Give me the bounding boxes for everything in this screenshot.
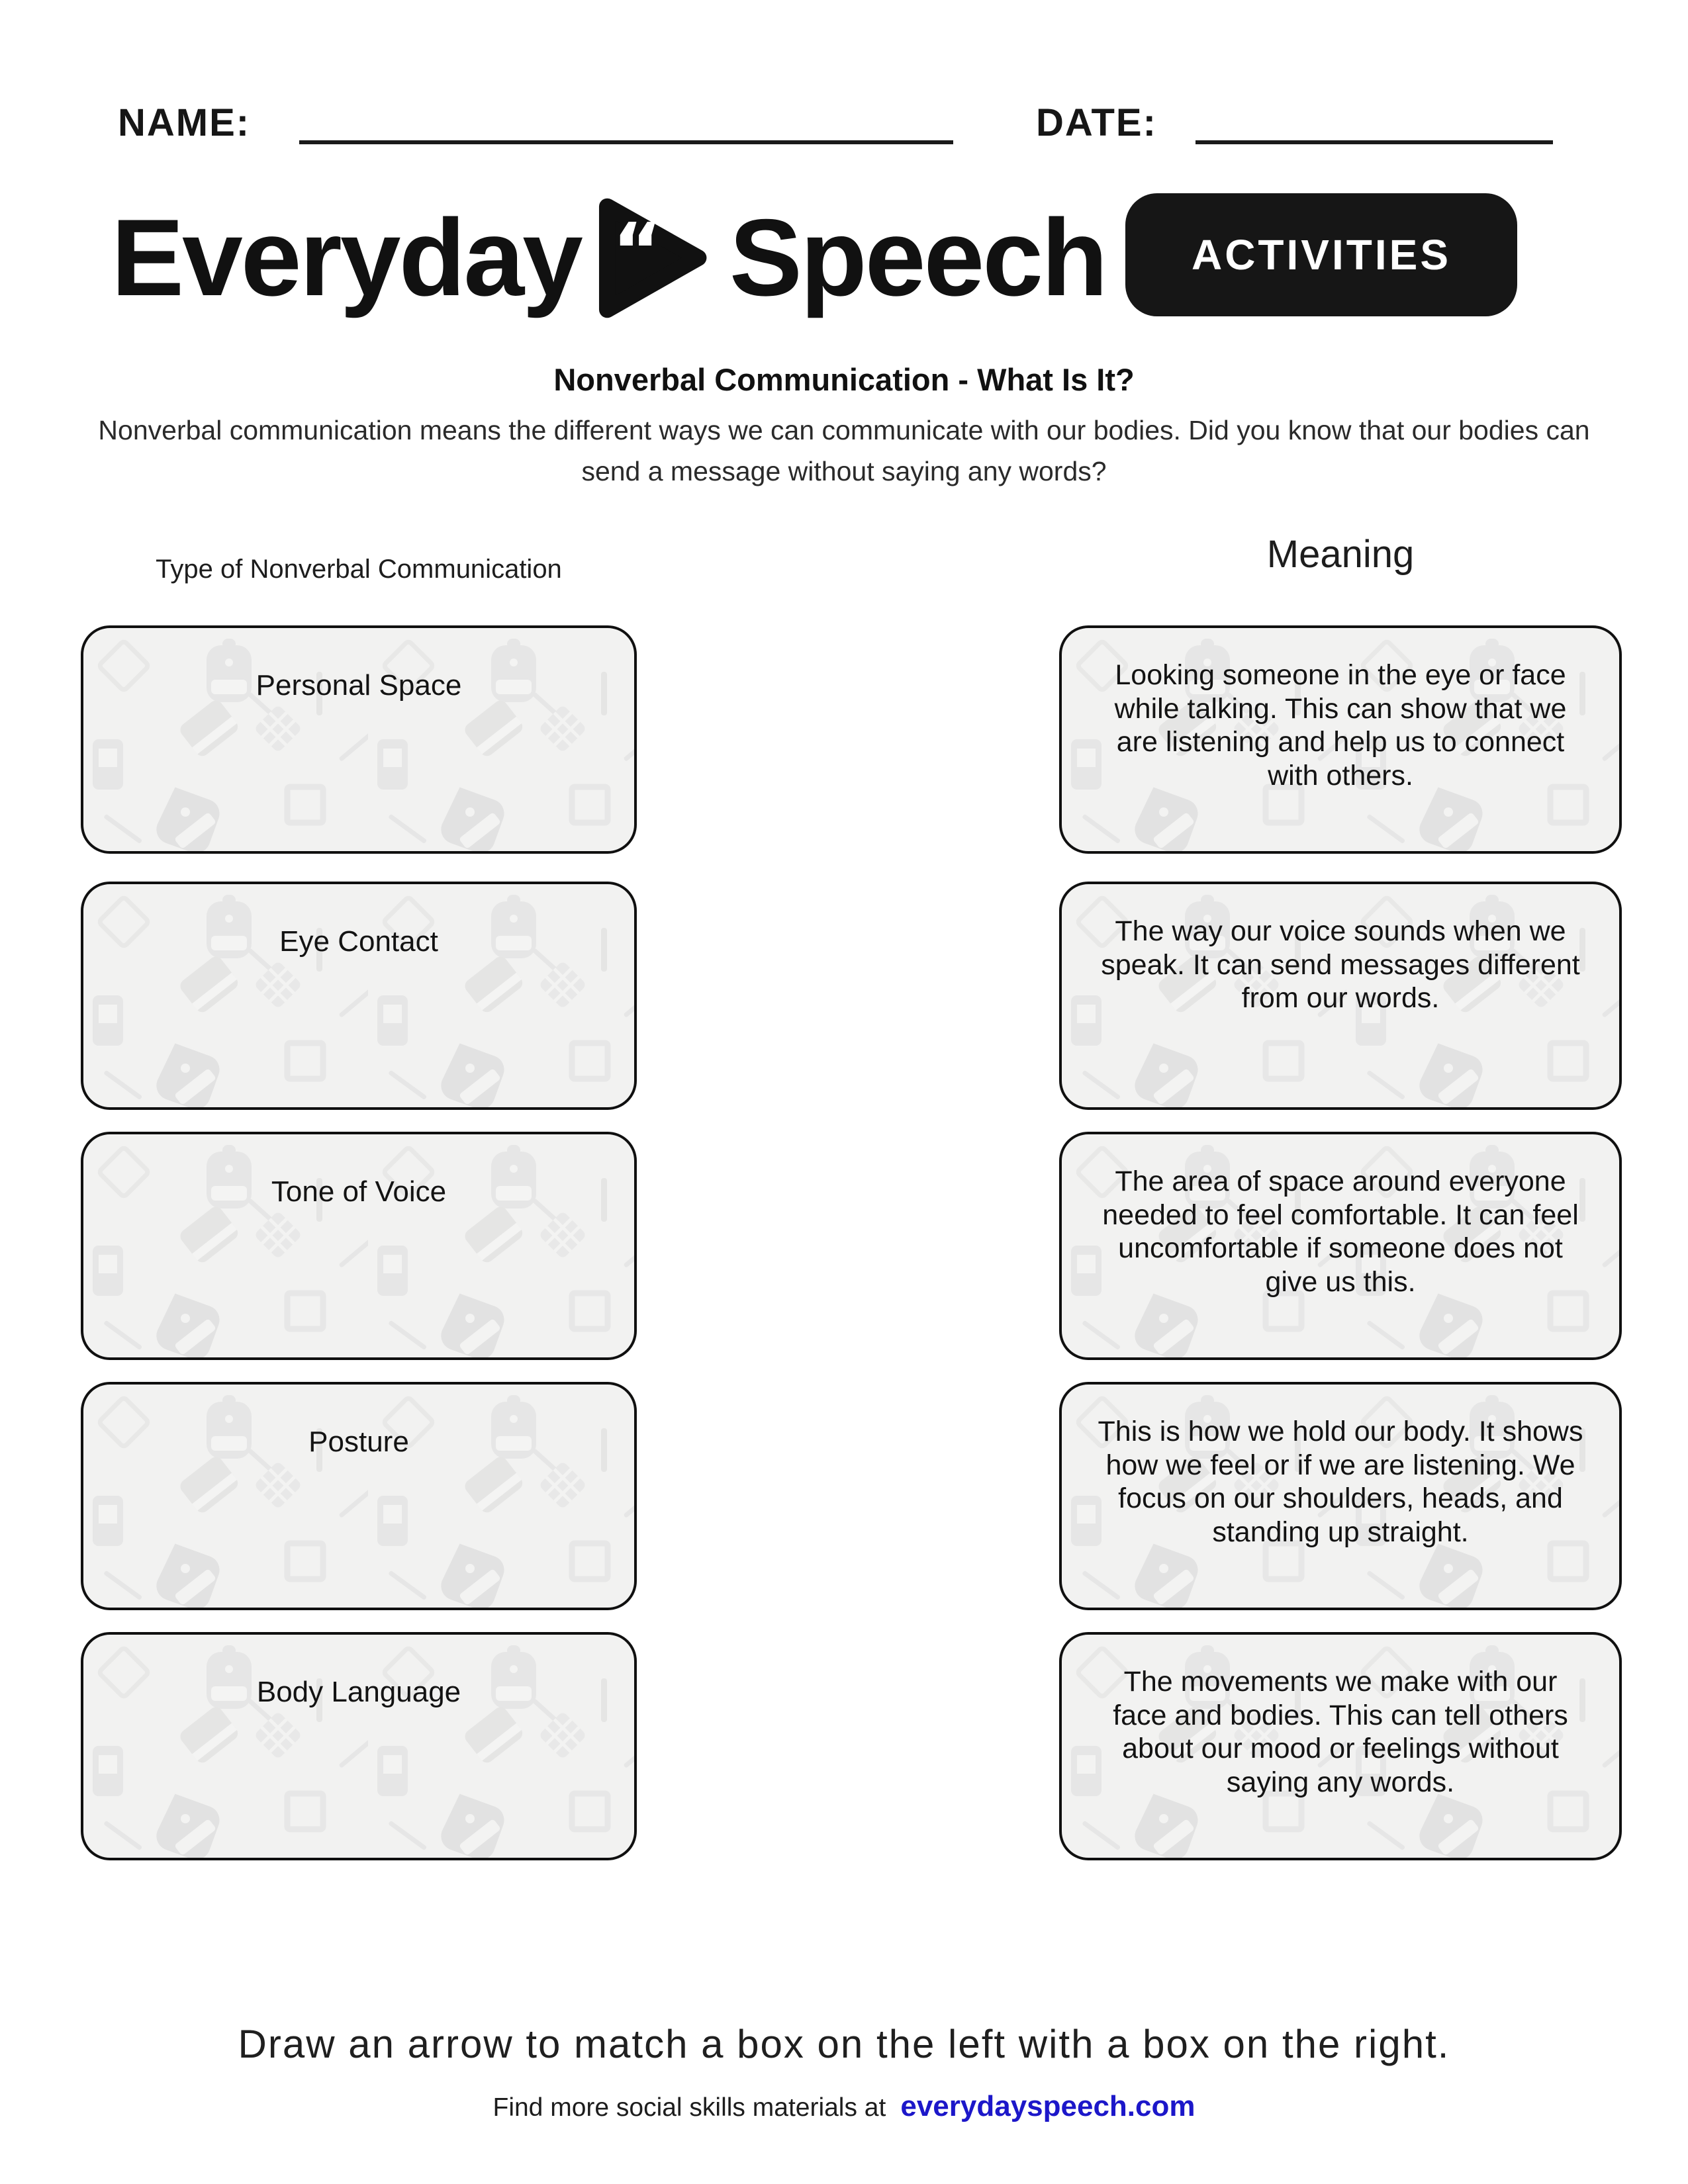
meaning-box-1[interactable] bbox=[1059, 625, 1622, 854]
logo-wordmark bbox=[111, 187, 1106, 329]
svg-text:“: “ bbox=[612, 207, 663, 296]
meaning-box-text: The movements we make with our face and bodies. This can tell others about our mood or feelings without saying any words. bbox=[1113, 1666, 1568, 1799]
date-label: DATE: bbox=[1036, 101, 1157, 144]
type-box-label: Posture bbox=[308, 1426, 409, 1458]
box-pattern bbox=[83, 1134, 634, 1357]
meaning-box-4[interactable] bbox=[1059, 1382, 1622, 1610]
name-write-line[interactable] bbox=[299, 140, 953, 144]
type-box-label: Tone of Voice bbox=[271, 1175, 447, 1208]
activities-badge-label: ACTIVITIES bbox=[1191, 231, 1452, 279]
type-box-label: Eye Contact bbox=[279, 925, 438, 958]
left-column-header: Type of Nonverbal Communication bbox=[156, 555, 562, 584]
footer bbox=[0, 2090, 1688, 2123]
footer-link[interactable]: everydayspeech.com bbox=[900, 2090, 1196, 2122]
meaning-box-text: Looking someone in the eye or face while talking. This can show that we are listening and help us to connect with others. bbox=[1114, 659, 1567, 792]
box-pattern bbox=[83, 884, 634, 1107]
instruction-text: Draw an arrow to match a box on the left with a box on the right. bbox=[238, 2022, 1450, 2066]
box-pattern bbox=[83, 1385, 634, 1608]
meaning-box-5[interactable] bbox=[1059, 1632, 1622, 1860]
type-box-tone-of-voice[interactable] bbox=[81, 1132, 637, 1360]
footer-text: Find more social skills materials at bbox=[492, 2093, 886, 2122]
box-pattern bbox=[83, 628, 634, 851]
box-pattern bbox=[83, 1635, 634, 1858]
name-label: NAME: bbox=[118, 101, 251, 144]
meaning-box-text: The area of space around everyone needed to feel comfortable. It can feel uncomfortable if someone does not give us this. bbox=[1102, 1165, 1579, 1298]
meaning-box-2[interactable] bbox=[1059, 882, 1622, 1110]
page-description: Nonverbal communication means the different ways we can communicate with our bodies. Did you know that our bodies can send a message without saying any words? bbox=[98, 415, 1590, 486]
logo-word-speech: Speech bbox=[729, 197, 1106, 318]
type-box-body-language[interactable] bbox=[81, 1632, 637, 1860]
type-box-personal-space[interactable] bbox=[81, 625, 637, 854]
right-column-header: Meaning bbox=[1266, 533, 1415, 576]
activities-badge bbox=[1125, 193, 1517, 316]
type-box-label: Personal Space bbox=[256, 669, 462, 702]
play-quote-icon bbox=[598, 195, 712, 321]
type-box-posture[interactable] bbox=[81, 1382, 637, 1610]
meaning-box-text: This is how we hold our body. It shows how we feel or if we are listening. We focus on our shoulders, heads, and standing up straight. bbox=[1098, 1416, 1583, 1549]
type-box-eye-contact[interactable] bbox=[81, 882, 637, 1110]
page-title: Nonverbal Communication - What Is It? bbox=[553, 362, 1135, 397]
type-box-label: Body Language bbox=[256, 1676, 461, 1708]
meaning-box-text: The way our voice sounds when we speak. It can send messages different from our words. bbox=[1101, 915, 1580, 1015]
logo-word-everyday: Everyday bbox=[111, 197, 581, 318]
meaning-box-3[interactable] bbox=[1059, 1132, 1622, 1360]
date-write-line[interactable] bbox=[1196, 140, 1553, 144]
